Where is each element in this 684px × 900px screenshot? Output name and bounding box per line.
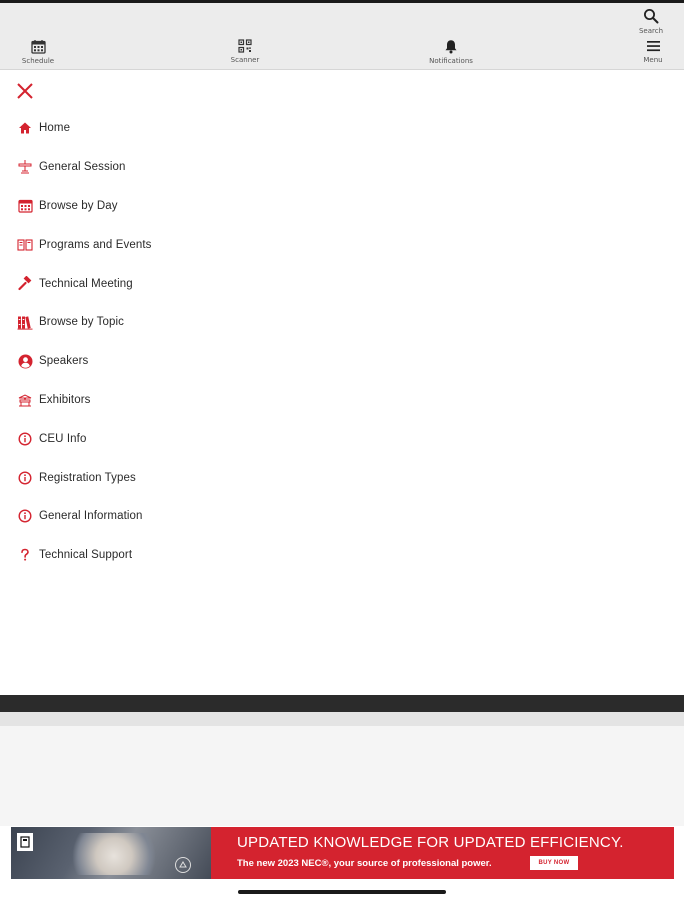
menu-item-label: Exhibitors [39, 393, 91, 406]
search-icon [643, 8, 659, 24]
menu-item-label: Technical Meeting [39, 277, 133, 290]
ad-hands-image [59, 833, 169, 875]
menu-item-technical-support[interactable] [0, 536, 300, 575]
menu-list [0, 109, 300, 575]
info-icon [17, 470, 33, 486]
ad-badge-icon [175, 857, 191, 873]
ad-logo [17, 833, 33, 851]
nav-menu-label: Menu [643, 56, 663, 64]
menu-item-general-session[interactable] [0, 148, 300, 187]
nav-scanner-label: Scanner [230, 56, 260, 64]
podium-icon [17, 159, 33, 175]
ad-photo [11, 827, 211, 879]
programs-icon [17, 237, 33, 253]
person-icon [17, 353, 33, 369]
content-area [0, 726, 684, 826]
nav-notifications-button[interactable] [428, 39, 474, 65]
nav-schedule-button[interactable] [16, 39, 60, 65]
nav-scanner-button[interactable] [225, 39, 265, 64]
menu-item-label: General Session [39, 161, 126, 174]
menu-item-label: Registration Types [39, 471, 136, 484]
nav-search-label: Search [638, 27, 664, 35]
top-navbar [0, 3, 684, 70]
menu-item-registration-types[interactable] [0, 458, 300, 497]
booth-icon [17, 392, 33, 408]
menu-item-home[interactable] [0, 109, 300, 148]
menu-item-browse-by-topic[interactable] [0, 303, 300, 342]
info-icon [17, 508, 33, 524]
question-icon [17, 547, 33, 563]
menu-item-label: Home [39, 122, 71, 135]
ad-banner[interactable] [11, 827, 674, 879]
nav-menu-button[interactable] [637, 39, 669, 64]
close-menu-button[interactable] [14, 80, 36, 102]
menu-item-programs-and-events[interactable] [0, 225, 300, 264]
menu-item-label: CEU Info [39, 432, 87, 445]
menu-item-label: General Information [39, 510, 143, 523]
nav-schedule-label: Schedule [21, 57, 55, 65]
menu-item-label: Programs and Events [39, 238, 152, 251]
menu-item-label: Browse by Topic [39, 316, 125, 329]
info-icon [17, 431, 33, 447]
books-icon [17, 314, 33, 330]
content-header-band [0, 712, 684, 726]
gavel-icon [17, 276, 33, 292]
calendar-icon [17, 198, 33, 214]
menu-panel [0, 71, 684, 695]
menu-item-label: Speakers [39, 355, 89, 368]
home-icon [17, 120, 33, 136]
nav-notifications-label: Notifications [429, 57, 473, 65]
home-indicator[interactable] [238, 890, 446, 894]
close-icon [14, 80, 36, 102]
menu-item-ceu-info[interactable] [0, 419, 300, 458]
menu-item-speakers[interactable] [0, 342, 300, 381]
menu-item-technical-meeting[interactable] [0, 264, 300, 303]
menu-item-label: Technical Support [39, 549, 133, 562]
nav-search-button[interactable] [633, 8, 669, 35]
bell-icon [444, 39, 458, 54]
ad-subline: The new 2023 NEC®, your source of professional power. [237, 858, 492, 869]
menu-item-general-information[interactable] [0, 497, 300, 536]
panel-divider-bar [0, 695, 684, 712]
menu-item-label: Browse by Day [39, 199, 118, 212]
ad-headline: UPDATED KNOWLEDGE FOR UPDATED EFFICIENCY. [237, 834, 624, 851]
calendar-icon [31, 39, 46, 54]
menu-item-exhibitors[interactable] [0, 381, 300, 420]
menu-item-browse-by-day[interactable] [0, 187, 300, 226]
ad-buy-now-button[interactable]: BUY NOW [530, 856, 578, 870]
qr-code-icon [238, 39, 252, 53]
hamburger-icon [646, 39, 661, 53]
